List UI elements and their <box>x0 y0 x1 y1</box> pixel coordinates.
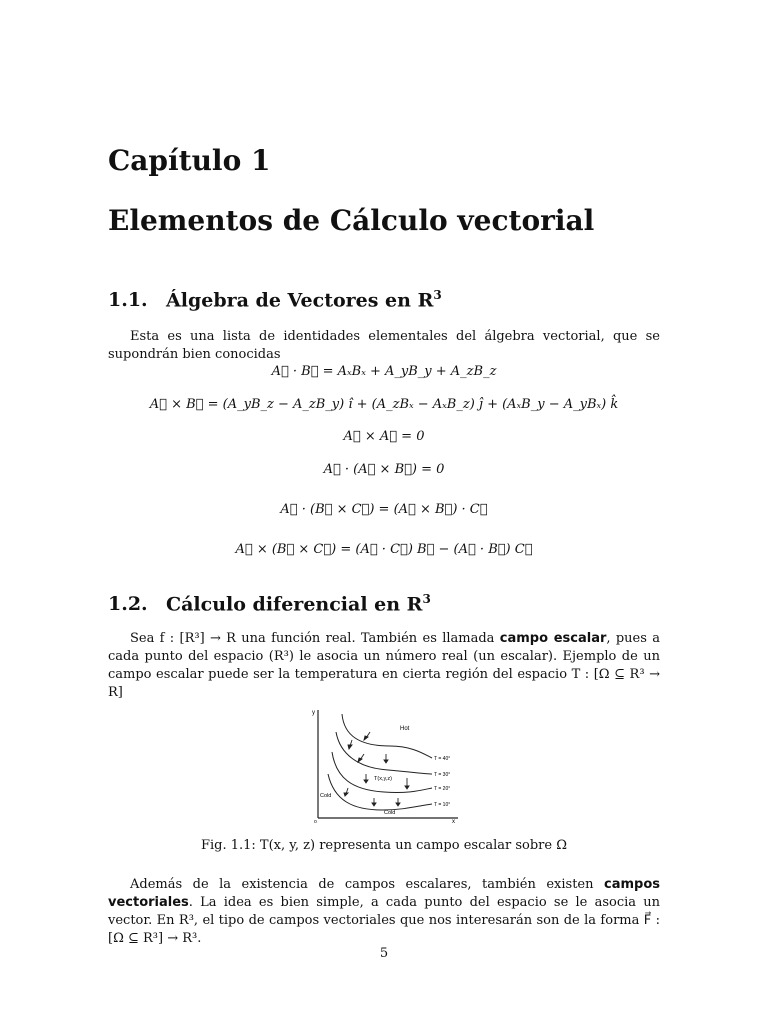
origin-label: o <box>314 819 317 824</box>
isotherm-label: T = 40° <box>434 756 451 762</box>
section-title: Álgebra de Vectores en R <box>166 289 434 312</box>
page-number: 5 <box>379 946 389 961</box>
equation-dot-product: A⃗ · B⃗ = AₓBₓ + A_yB_y + A_zB_z <box>271 364 497 379</box>
section-title-superscript: 3 <box>433 288 442 302</box>
section-title: Cálculo diferencial en R <box>166 593 423 616</box>
label-txyz: T(x,y,z) <box>374 776 392 782</box>
equation-triple-zero: A⃗ · (A⃗ × B⃗) = 0 <box>323 462 445 477</box>
paragraph-text: , pues a cada punto del espacio (R³) le asocia un número real (un escalar). Ejemplo de un campo escalar puede ser la temperatura en cierta región del espacio T : [Ω ⊆ R³ → R] <box>108 631 660 700</box>
label-hot: Hot <box>400 726 410 732</box>
term-campo-escalar: campo escalar <box>499 631 607 646</box>
label-cold-left: Cold <box>320 793 332 799</box>
equation-bac-cab: A⃗ × (B⃗ × C⃗) = (A⃗ · C⃗) B⃗ − (A⃗ · B⃗) C⃗ <box>235 542 533 557</box>
section-heading-1-2 <box>108 592 431 615</box>
label-cold-bottom: Cold <box>384 810 396 816</box>
section-number: 1.2. <box>108 593 148 616</box>
isotherm-label: T = 10° <box>434 802 451 808</box>
isotherm-curve <box>332 752 432 793</box>
y-axis-label: y <box>312 710 315 716</box>
paragraph-text: . La idea es bien simple, a cada punto del espacio se le asocia un vector. En R³, el tipo de campos vectoriales que nos interesarán son de la forma F⃗ : [Ω ⊆ R³] → R³. <box>108 895 660 946</box>
section-paragraph-scalar-field <box>108 630 660 702</box>
closing-paragraph <box>108 876 660 948</box>
figure-scalar-field <box>300 702 470 824</box>
section-intro-paragraph: Esta es una lista de identidades elementales del álgebra vectorial, que se supondrán bien conocidas <box>108 329 660 362</box>
paragraph-text: Sea f : [R³] → R una función real. También es llamada <box>130 631 500 646</box>
chapter-label: Capítulo 1 <box>108 144 271 177</box>
section-title-superscript: 3 <box>422 592 431 606</box>
isotherm-label: T = 30° <box>434 772 451 778</box>
figure-caption: Fig. 1.1: T(x, y, z) representa un campo escalar sobre Ω <box>200 838 567 853</box>
section-number: 1.1. <box>108 289 148 312</box>
paragraph-text: Además de la existencia de campos escalares, también existen <box>130 877 604 892</box>
isotherm-curve <box>342 714 432 758</box>
equation-triple-product: A⃗ · (B⃗ × C⃗) = (A⃗ × B⃗) · C⃗ <box>280 502 488 517</box>
isotherm-curve <box>336 732 432 774</box>
term-campos-vectoriales: campos vectoriales <box>108 877 660 910</box>
equation-cross-product: A⃗ × B⃗ = (A_yB_z − A_zB_y) î + (A_zBₓ − AₓB_z) ĵ + (AₓB_y − A_yBₓ) k̂ <box>149 397 619 412</box>
chapter-title: Elementos de Cálculo vectorial <box>108 204 595 237</box>
isotherm-label: T = 20° <box>434 786 451 792</box>
x-axis-label: x <box>452 819 455 824</box>
section-heading-1-1 <box>108 288 442 311</box>
equation-self-cross: A⃗ × A⃗ = 0 <box>343 429 425 444</box>
